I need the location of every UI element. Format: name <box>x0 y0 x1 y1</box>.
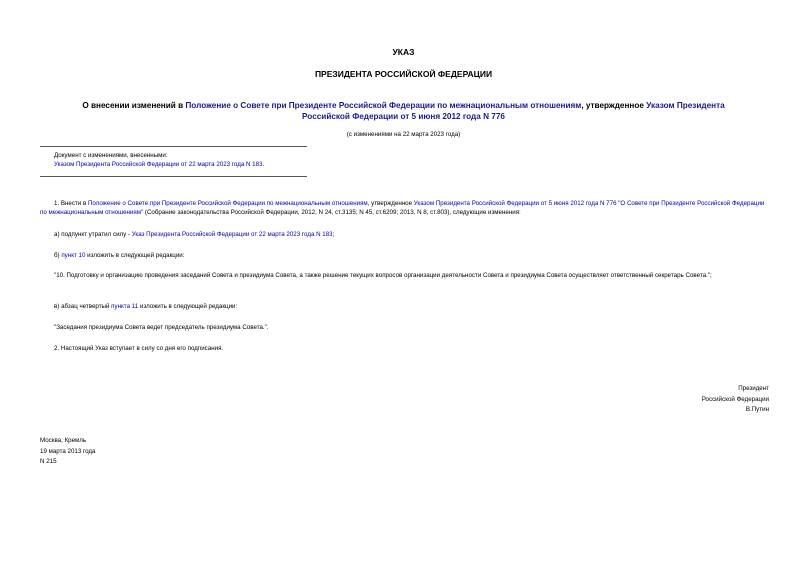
doc-subtitle: ПРЕЗИДЕНТА РОССИЙСКОЙ ФЕДЕРАЦИИ <box>314 69 493 79</box>
doc-title: УКАЗ <box>392 47 415 57</box>
number-line: N 215 <box>40 458 57 465</box>
p1-link-regulation[interactable]: Положение о Совете при Президенте Российской Федерации по межнациональным отношениям <box>87 200 368 207</box>
pa-link[interactable]: Указ Президента Российской Федерации от 22 марта 2023 года N 183 <box>131 231 333 238</box>
amendments-label: Документ с изменениями, внесенными: <box>54 152 168 159</box>
place-line: Москва, Кремль <box>40 437 87 444</box>
divider-bottom <box>40 176 307 177</box>
date-line: 19 марта 2013 года <box>40 447 96 455</box>
paragraph-11-text: "Заседания президиума Совета ведет председатель президиума Совета.". <box>54 324 269 331</box>
signature-block <box>702 384 769 416</box>
paragraph-b <box>40 251 771 260</box>
p1-text-a: 1. Внести в <box>54 200 88 207</box>
heading-middle: , утвержденное <box>581 101 647 110</box>
heading-link-decree-b[interactable]: Российской Федерации от 5 июня 2012 года N 776 <box>302 112 505 121</box>
signature-line-1: Президент <box>738 385 769 392</box>
p1-text-c: (Собрание законодательства Российской Федерации, 2012, N 24, ст.3135; N 45, ст.6209; 2013, N 8, ст.803), следующие изменения: <box>143 209 521 216</box>
p1-text-b: , утвержденное <box>367 200 414 207</box>
amendment-note: (с изменениями на 22 марта 2023 года) <box>346 131 461 138</box>
signature-line-2: Российской Федерации <box>701 395 769 403</box>
pc-text-b: изложить в следующей редакции: <box>138 303 238 310</box>
paragraph-2: 2. Настоящий Указ вступает в силу со дня его подписания. <box>54 345 224 352</box>
paragraph-c <box>40 302 771 311</box>
pa-text-b: ; <box>332 231 335 238</box>
heading-link-decree-a[interactable]: Указом Президента <box>646 101 725 110</box>
doc-heading <box>30 100 777 122</box>
heading-prefix: О внесении изменений в <box>82 101 186 110</box>
amendments-suffix: . <box>262 161 265 168</box>
amendments-link[interactable]: Указом Президента Российской Федерации от 22 марта 2023 года N 183 <box>54 161 263 168</box>
place-date-block <box>40 436 96 468</box>
pc-link[interactable]: пункта 11 <box>111 303 139 310</box>
pc-text-a: в) абзац четвертый <box>54 303 112 310</box>
divider-top <box>40 146 307 147</box>
pa-text-a: а) подпункт утратил силу - <box>54 231 132 238</box>
pb-text-a: б) <box>54 252 62 259</box>
pb-text-b: изложить в следующей редакции: <box>85 252 185 259</box>
signature-line-3: В.Путин <box>745 406 769 413</box>
heading-link-regulation[interactable]: Положение о Совете при Президенте Российской Федерации по межнациональным отношениям <box>185 101 582 110</box>
pb-link[interactable]: пункт 10 <box>61 252 86 259</box>
p1-link-decree[interactable]: Указом Президента Российской Федерации от 5 июня 2012 года N 776 "О Совете при Президенте Российской Федерации по межнациональным отношениям" <box>40 200 765 216</box>
paragraph-1 <box>40 199 771 217</box>
paragraph-a <box>40 230 771 239</box>
paragraph-10-text: "10. Подготовку и организацию проведения заседаний Совета и президиума Совета, а также решение текущих вопросов организации деятельности Совета и президиума Совета осуществляет ответственный секретарь Совета."; <box>54 272 712 279</box>
amendments-box <box>54 151 264 169</box>
